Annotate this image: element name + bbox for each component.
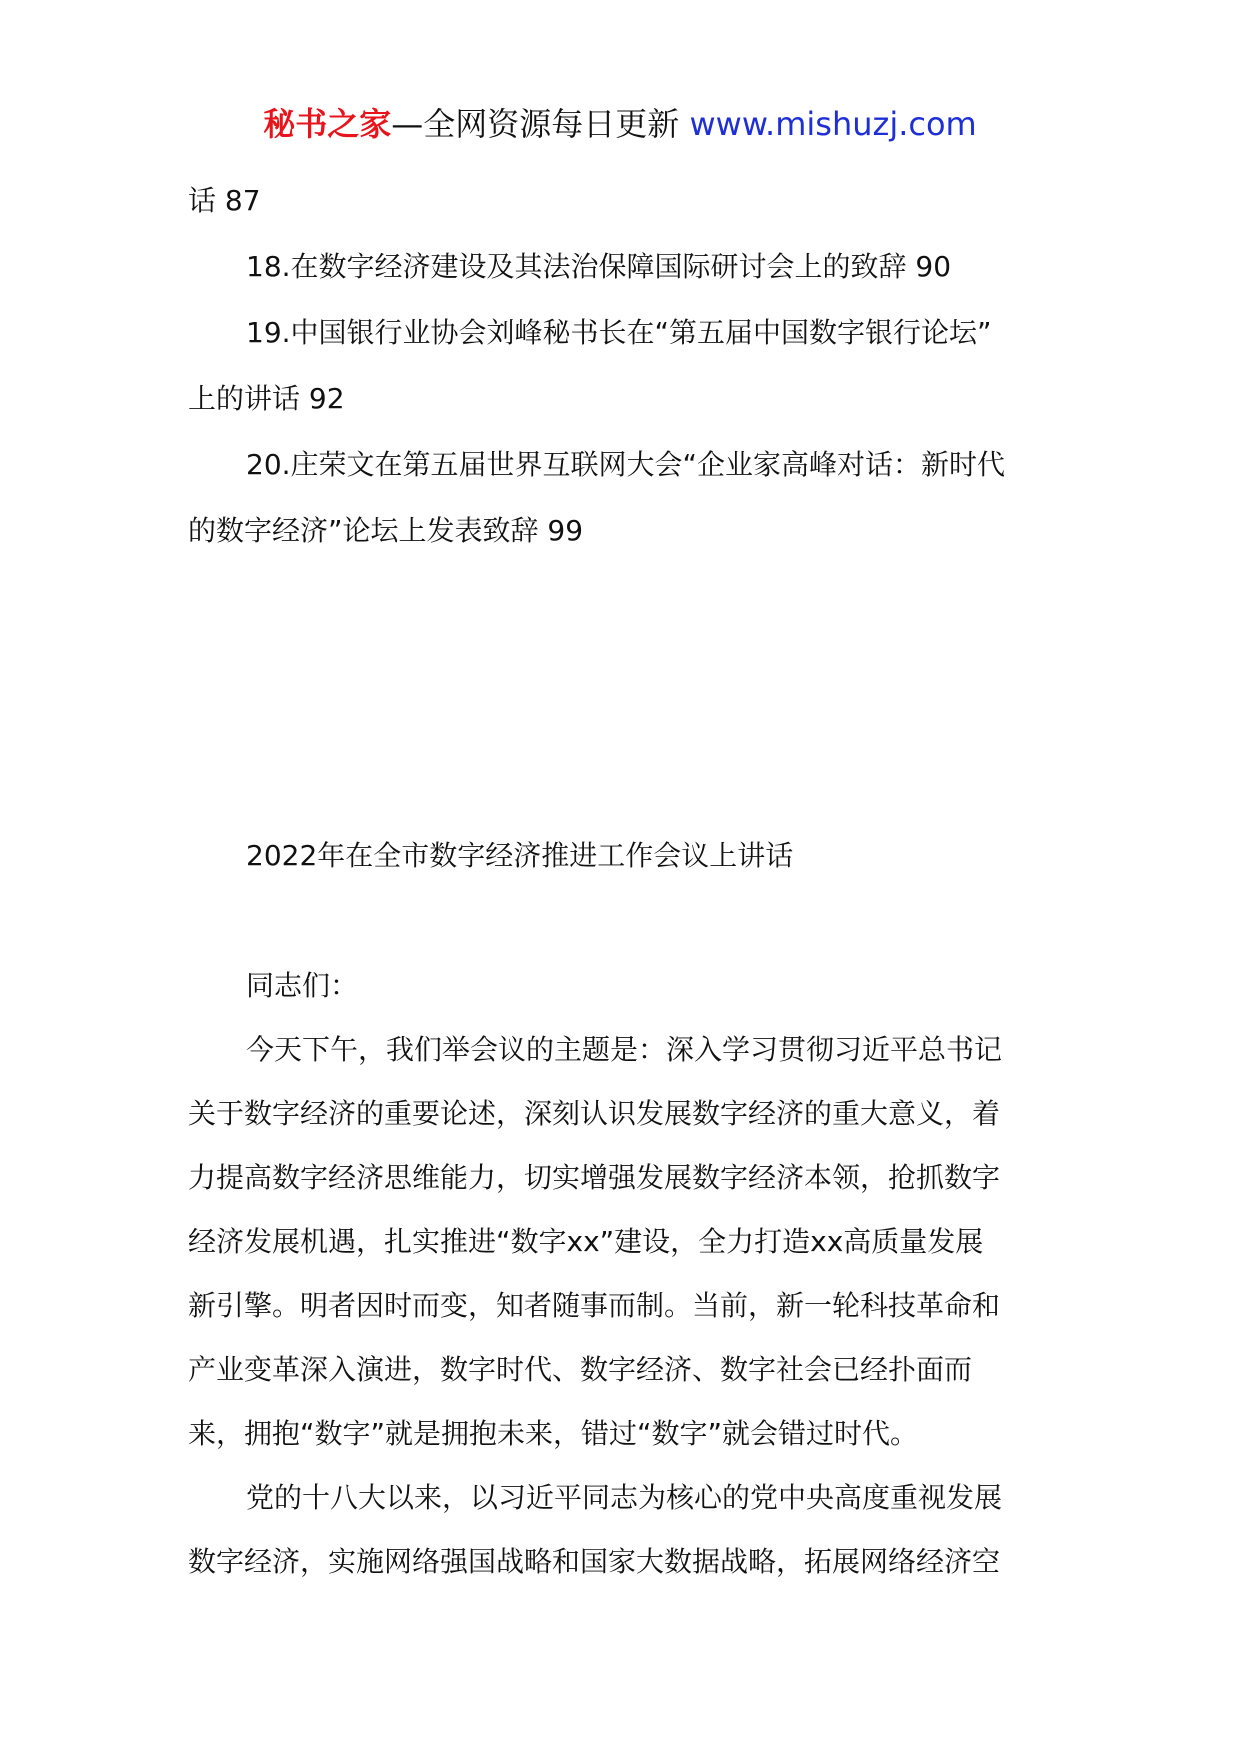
header-tagline: —全网资源每日更新	[391, 105, 690, 143]
site-url-link[interactable]: www.mishuzj.com	[689, 105, 977, 143]
toc-entry-17-continuation: 话 87	[188, 184, 261, 217]
toc-entry-19: 19.中国银行业协会刘峰秘书长在“第五届中国数字银行论坛”	[246, 316, 992, 349]
paragraph-line: 数字经济，实施网络强国战略和国家大数据战略，拓展网络经济空	[188, 1545, 1001, 1578]
paragraph-line: 党的十八大以来，以习近平同志为核心的党中央高度重视发展	[246, 1481, 1003, 1514]
paragraph-line: 关于数字经济的重要论述，深刻认识发展数字经济的重大意义，着	[188, 1097, 1001, 1130]
toc-entry-18: 18.在数字经济建设及其法治保障国际研讨会上的致辞 90	[246, 250, 952, 283]
site-header-banner	[0, 100, 1240, 148]
salutation: 同志们：	[246, 969, 359, 1002]
paragraph-line: 产业变革深入演进，数字时代、数字经济、数字社会已经扑面而	[188, 1353, 973, 1386]
brand-name: 秘书之家	[263, 105, 392, 143]
title-spacer	[188, 888, 1056, 954]
paragraph-line: 力提高数字经济思维能力，切实增强发展数字经济本领，抢抓数字	[188, 1161, 1001, 1194]
paragraph-line: 新引擎。明者因时而变，知者随事而制。当前，新一轮科技革命和	[188, 1289, 1001, 1322]
toc-entry-19-continuation: 上的讲话 92	[188, 382, 345, 415]
toc-entry-20: 20.庄荣文在第五届世界互联网大会“企业家高峰对话：新时代	[246, 448, 1006, 481]
article-title: 2022年在全市数字经济推进工作会议上讲话	[246, 839, 794, 872]
paragraph-1	[188, 1018, 1056, 1466]
paragraph-line: 今天下午，我们举会议的主题是：深入学习贯彻习近平总书记	[246, 1033, 1003, 1066]
document-body	[188, 168, 1056, 1594]
paragraph-2	[188, 1466, 1056, 1594]
section-spacer	[188, 564, 1056, 824]
table-of-contents	[188, 168, 1056, 564]
paragraph-line: 经济发展机遇，扎实推进“数字xx”建设，全力打造xx高质量发展	[188, 1225, 984, 1258]
toc-entry-20-continuation: 的数字经济”论坛上发表致辞 99	[188, 514, 584, 547]
paragraph-line: 来，拥抱“数字”就是拥抱未来，错过“数字”就会错过时代。	[188, 1417, 919, 1450]
